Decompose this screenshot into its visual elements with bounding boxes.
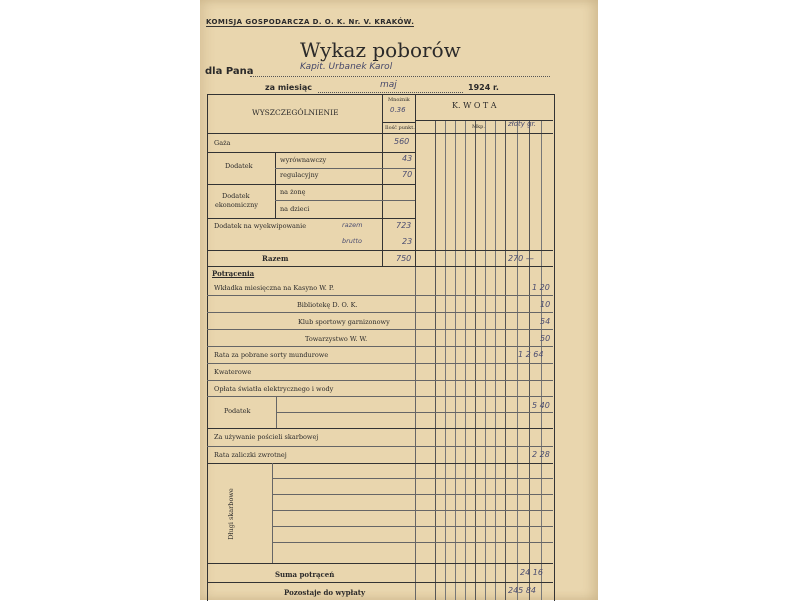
za-miesiac-value: maj	[380, 80, 397, 90]
col-kwota-header: K. W O T A	[452, 101, 497, 110]
row-biblioteka-kwota: 10	[540, 300, 551, 309]
row-rata-sorty-label: Rata za pobrane sorty mundurowe	[214, 351, 329, 359]
row-rata-zaliczki-kwota: 2 28	[532, 450, 550, 459]
year-label: 1924 r.	[468, 83, 499, 92]
row-rata-sorty-kwota: 1 2 64	[518, 350, 544, 359]
row-suma-label: Suma potrąceń	[275, 570, 335, 579]
row-kwaterowe-label: Kwaterowe	[214, 368, 252, 376]
row-pozostaje-label: Pozostaje do wypłaty	[284, 588, 366, 597]
row-podatek-label: Podatek	[224, 407, 251, 415]
row-suma-kwota: 24 16	[520, 568, 543, 577]
row-regulacyjny-label: regulacyjny	[280, 171, 319, 179]
row-wyekwipowanie-label: Dodatek na wyekwipowanie	[214, 222, 307, 230]
row-wkladka-kwota: 1 20	[532, 283, 550, 292]
office-header: KOMISJA GOSPODARCZA D. O. K. Nr. V. KRAKÓW.	[206, 18, 415, 26]
row-wyrownawczy-points: 43	[402, 154, 413, 163]
za-miesiac-label: za miesiąc	[265, 83, 312, 92]
dla-pana-value: Kapit. Urbanek Karol	[300, 62, 393, 72]
row-towarzystwo-kwota: 50	[540, 334, 551, 343]
row-regulacyjny-points: 70	[402, 170, 413, 179]
row-towarzystwo-label: Towarzystwo W. W.	[305, 335, 368, 343]
dla-pana-label: dla Pana	[205, 66, 254, 77]
row-gaza-label: Gaża	[214, 139, 231, 147]
row-wyrownawczy-label: wyrównawczy	[280, 156, 327, 164]
wyekwipowanie-points2: 23	[402, 237, 413, 246]
za-miesiac-line	[318, 92, 463, 93]
row-dodatek-ekon-label2: ekonomiczny	[215, 201, 258, 209]
row-oplata-label: Opłata światła elektrycznego i wody	[214, 385, 334, 393]
row-biblioteka-label: Bibliotekę D. O. K.	[297, 301, 358, 309]
row-dlugi-label: Długi skarbowe	[226, 488, 235, 540]
row-poscieli-label: Za używanie pościeli skarbowej	[214, 433, 319, 441]
row-podatek-kwota: 5 40	[532, 401, 550, 410]
row-pozostaje-kwota: 245 84	[508, 586, 536, 595]
row-dodatek-ekon-label: Dodatek	[222, 192, 250, 200]
wyekwipowanie-note2: brutto	[342, 237, 362, 245]
row-dodatek-label: Dodatek	[225, 162, 253, 170]
row-gaza-points: 560	[394, 137, 410, 146]
col-spec-header: WYSZCZEGÓLNIENIE	[252, 108, 339, 117]
document-title: Wykaz poborów	[300, 38, 461, 62]
col-mnoznik-header: Mnożnik	[388, 97, 410, 103]
wyekwipowanie-points1: 723	[396, 221, 412, 230]
col-mkp-header: Mkp.	[472, 124, 485, 130]
dla-pana-line	[250, 76, 550, 77]
row-klub-kwota: 54	[540, 317, 551, 326]
mnoznik-value: 0.36	[390, 106, 406, 114]
row-na-dzieci-label: na dzieci	[280, 205, 310, 213]
potracenia-header: Potrącenia	[212, 269, 255, 278]
col-ilosc-header: Ilość punkt.	[385, 125, 415, 131]
row-rata-zaliczki-label: Rata zaliczki zwrotnej	[214, 451, 287, 459]
row-wkladka-label: Wkładka miesięczna na Kasyno W. P.	[214, 284, 335, 292]
wyekwipowanie-note1: razem	[342, 221, 363, 229]
row-razem-kwota: 270 —	[508, 254, 534, 263]
payroll-table	[207, 94, 555, 601]
row-klub-label: Klub sportowy garnizonowy	[298, 318, 390, 326]
row-razem-points: 750	[396, 254, 412, 263]
row-razem-label: Razem	[262, 254, 289, 263]
col-zloty-header: złoty gr.	[508, 120, 536, 128]
row-na-zone-label: na żonę	[280, 188, 306, 196]
